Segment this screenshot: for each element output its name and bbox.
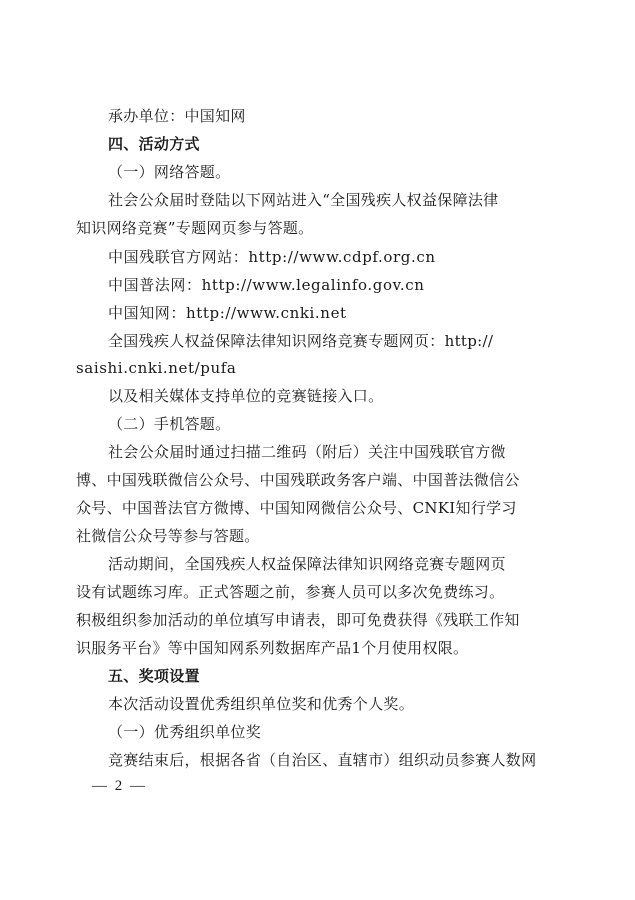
page-number: — 2 — (92, 778, 147, 794)
link-line-cdpf: 中国残联官方网站：http://www.cdpf.org.cn (108, 248, 436, 266)
paragraph-line: 社会公众届时登陆以下网站进入“全国残疾人权益保障法律 (108, 191, 499, 209)
paragraph-line: 积极组织参加活动的单位填写申请表，即可免费获得《残联工作知 (76, 611, 520, 629)
subsection-heading-online: （一）网络答题。 (108, 163, 231, 181)
subsection-heading-organizer-award: （一）优秀组织单位奖 (108, 723, 262, 741)
section-heading-awards: 五、奖项设置 (108, 667, 200, 685)
paragraph-line: 识服务平台》等中国知网系列数据库产品1个月使用权限。 (76, 639, 469, 657)
paragraph-line: 社会公众届时通过扫描二维码（附后）关注中国残联官方微 (108, 443, 506, 461)
subsection-heading-mobile: （二）手机答题。 (108, 415, 231, 433)
section-heading-activity-method: 四、活动方式 (108, 135, 200, 153)
paragraph-line: 以及相关媒体支持单位的竞赛链接入口。 (108, 387, 384, 405)
link-line-saishi: saishi.cnki.net/pufa (76, 359, 237, 377)
link-line-cnki: 中国知网：http://www.cnki.net (108, 304, 347, 322)
paragraph-line: 知识网络竞赛”专题网页参与答题。 (76, 219, 314, 237)
paragraph-line: 活动期间，全国残疾人权益保障法律知识网络竞赛专题网页 (108, 555, 506, 573)
paragraph-line: 众号、中国普法官方微博、中国知网微信公众号、CNKI知行学习 (76, 499, 517, 517)
paragraph-line: 本次活动设置优秀组织单位奖和优秀个人奖。 (108, 695, 415, 713)
text-line-organizer: 承办单位：中国知网 (108, 107, 246, 125)
paragraph-line: 全国残疾人权益保障法律知识网络竞赛专题网页：http:// (108, 332, 494, 350)
paragraph-line: 竞赛结束后，根据各省（自治区、直辖市）组织动员参赛人数网 (108, 751, 537, 769)
paragraph-line: 设有试题练习库。正式答题之前，参赛人员可以多次免费练习。 (76, 583, 505, 601)
link-line-legalinfo: 中国普法网：http://www.legalinfo.gov.cn (108, 276, 425, 294)
paragraph-line: 社微信公众号等参与答题。 (76, 527, 260, 545)
paragraph-line: 博、中国残联微信公众号、中国残联政务客户端、中国普法微信公 (76, 471, 520, 489)
